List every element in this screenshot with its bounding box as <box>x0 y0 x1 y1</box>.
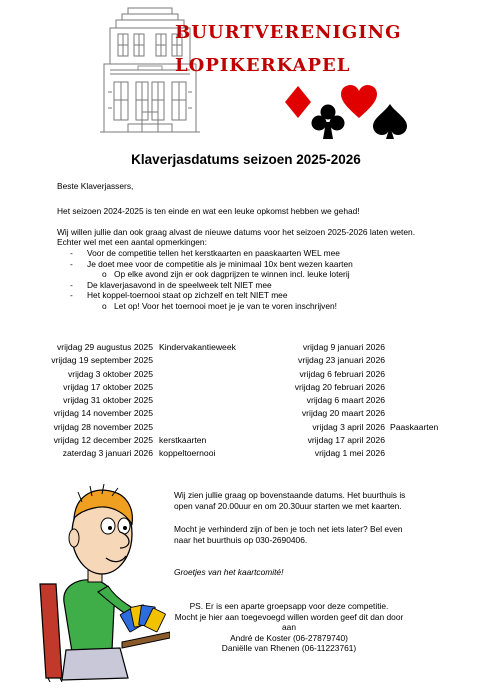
closing-paragraph-2: Mocht je verhinderd zijn of ben je toch net iets later? Bel even naar het buurthuis op 030-2690406. <box>174 524 403 545</box>
dates-right-column <box>295 341 385 461</box>
date-row: vrijdag 29 augustus 2025 <box>56 342 153 352</box>
ps-block: PS. Er is een aparte groepsapp voor deze competitie. Mocht je hier aan toegevoegd willen worden geef dit dan door aan André de Koster (06-27879740) Daniëlle van Rhenen (06-11223761) <box>174 601 404 653</box>
date-row: vrijdag 9 januari 2026 <box>302 342 385 352</box>
remarks-list <box>70 248 353 311</box>
paragraph-season-end: Het seizoen 2024-2025 is ten einde en wat een leuke opkomst hebben we gehad! <box>57 206 360 216</box>
signoff: Groetjes van het kaartcomité! <box>174 567 284 577</box>
date-row: vrijdag 31 oktober 2025 <box>63 395 153 406</box>
date-row: vrijdag 20 maart 2026 <box>301 408 385 419</box>
date-row: vrijdag 1 mei 2026 <box>314 448 385 459</box>
date-row: vrijdag 14 november 2025 <box>53 408 153 419</box>
paragraph-remarks-intro: Echter wel met een aantal opmerkingen: <box>57 237 207 247</box>
date-row: vrijdag 23 januari 2026 <box>298 355 385 366</box>
date-row: zaterdag 3 januari 2026 <box>62 448 153 459</box>
date-row: vrijdag 20 februari 2026 <box>294 381 385 392</box>
brand-title-line2: LOPIKERKAPEL <box>175 55 351 76</box>
date-note-vacation: Kindervakantieweek <box>159 342 236 352</box>
list-item: - Je doet mee voor de competitie als je minimaal 10x bent wezen kaarten <box>70 258 353 269</box>
date-row: vrijdag 3 oktober 2025 <box>67 368 153 379</box>
date-row: vrijdag 3 april 2026 <box>312 421 385 432</box>
date-row: vrijdag 6 maart 2026 <box>306 395 385 406</box>
greeting: Beste Klaverjassers, <box>57 181 134 191</box>
club-suit-icon <box>311 104 345 140</box>
heart-suit-icon <box>341 85 377 119</box>
list-item: - De klaverjasavond in de speelweek telt NIET mee <box>70 279 272 290</box>
list-item: - Het koppel-toernooi staat op zichzelf en telt NIET mee <box>70 290 288 300</box>
card-player-cartoon-icon <box>36 482 170 682</box>
spade-suit-icon <box>373 104 407 140</box>
paragraph-new-dates: Wij willen jullie dan ook graag alvast de nieuwe datums voor het seizoen 2025-2026 laten weten. <box>57 227 416 237</box>
date-row: vrijdag 6 februari 2026 <box>299 368 385 379</box>
date-row: vrijdag 12 december 2025 <box>53 435 153 446</box>
list-item: o Let op! Voor het toernooi moet je je van te voren inschrijven! <box>102 300 337 311</box>
date-row: vrijdag 17 oktober 2025 <box>63 381 153 392</box>
list-item: o Op elke avond zijn er ook dagprijzen te winnen incl. leuke loterij <box>102 269 350 279</box>
page-title: Klaverjasdatums seizoen 2025-2026 <box>131 152 361 167</box>
date-note-easter: Paaskaarten <box>390 422 439 432</box>
brand-title-line1: BUURTVERENIGING <box>175 22 402 43</box>
date-note-tournament: koppeltoernooi <box>159 448 216 458</box>
dates-left-column <box>51 341 153 461</box>
list-item: - Voor de competitie tellen het kerstkaarten en paaskaarten WEL mee <box>70 248 340 258</box>
diamond-suit-icon <box>285 86 311 118</box>
date-note-christmas: kerstkaarten <box>159 435 207 445</box>
date-row: vrijdag 28 november 2025 <box>53 421 153 432</box>
date-row: vrijdag 17 april 2026 <box>307 435 385 446</box>
date-row: vrijdag 19 september 2025 <box>51 355 153 366</box>
closing-paragraph-1: Wij zien jullie graag op bovenstaande datums. Het buurthuis is open vanaf 20.00uur en om 20.30uur starten we met kaarten. <box>174 490 406 511</box>
